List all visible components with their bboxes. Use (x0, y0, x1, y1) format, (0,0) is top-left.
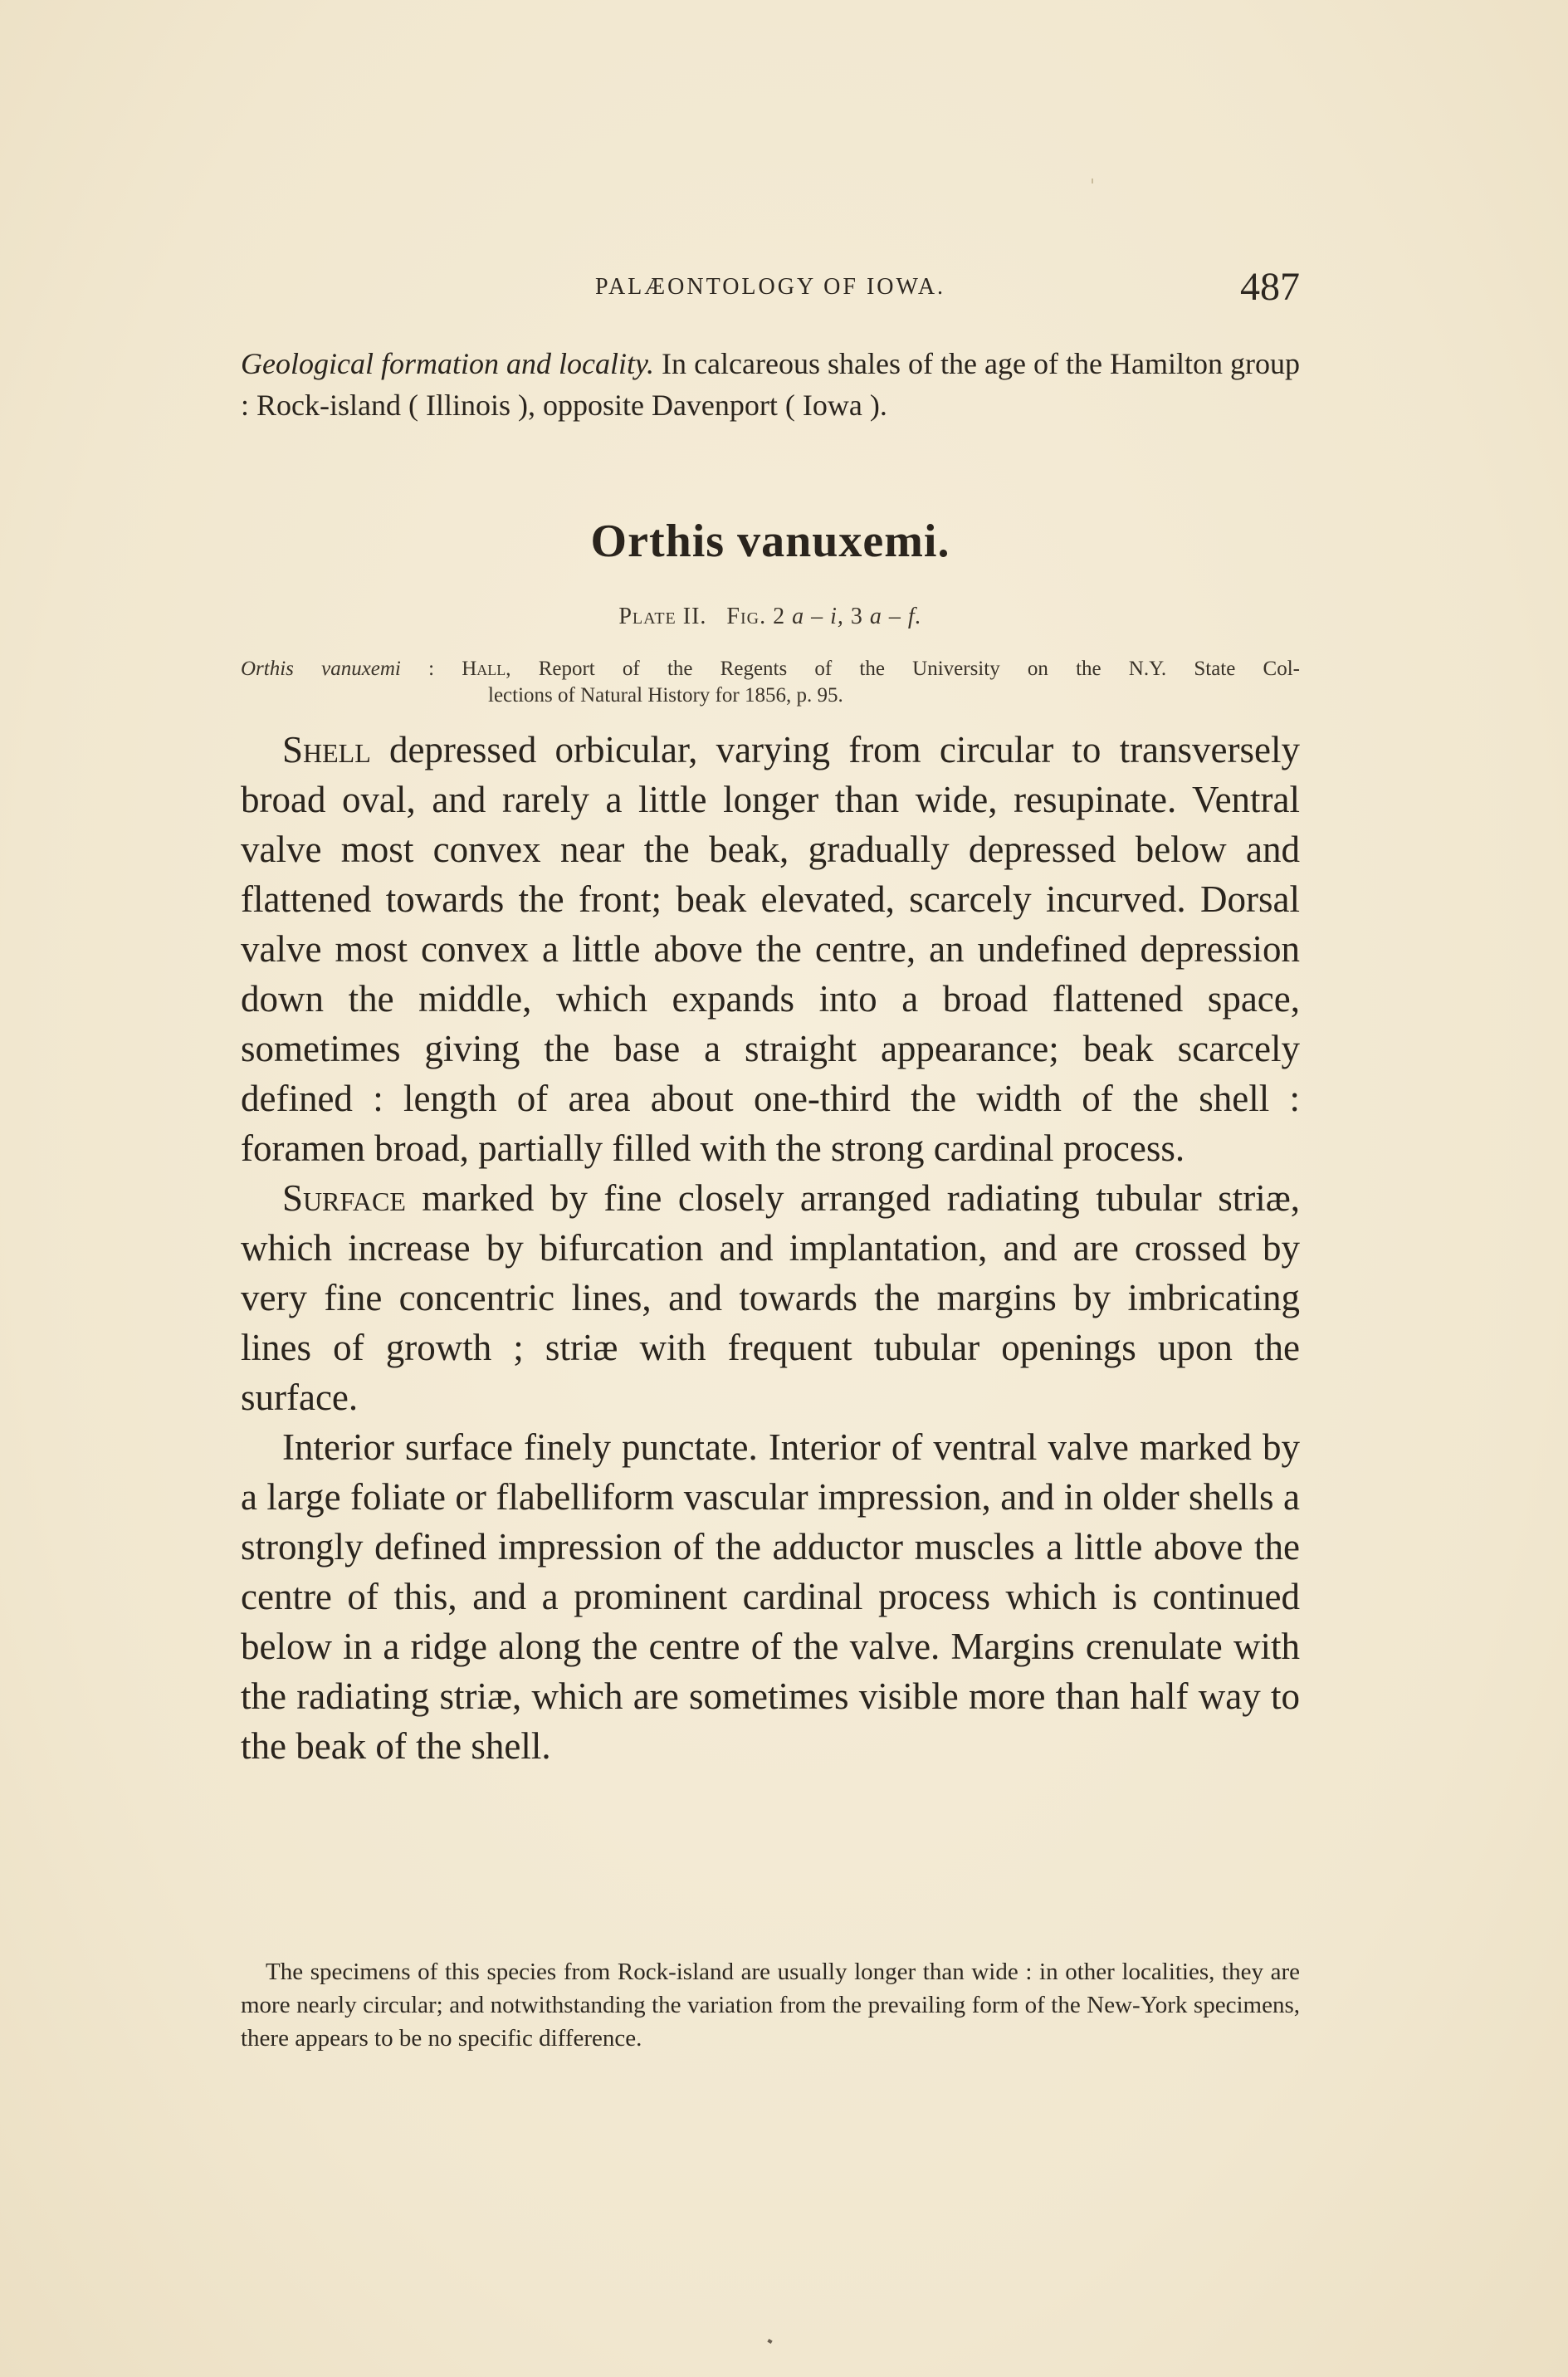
paragraph-text: depressed orbicular, varying from circular to transversely broad oval, and rarely a little longer than wide, resupinate. Ventral valve most convex near the beak, gradually depressed below and flattened towards the front; beak elevated, scarcely incurved. Dorsal valve most convex a little above the centre, an undefined depression down the middle, which expands into a broad flattened space, sometimes giving the base a straight appearance; beak scarcely defined : length of area about one-third the width of the shell : foramen broad, partially filled with the strong cardinal process. (241, 729, 1300, 1169)
description-paragraph-shell (241, 725, 1300, 1173)
figure-number-1: 2 (773, 604, 786, 629)
formation-locality (241, 343, 1300, 426)
ink-mark (767, 2339, 772, 2344)
figure-range-2: a – f. (869, 604, 922, 629)
formation-text: In calcareous shales of the age of the Hamilton group : Rock-island ( Illinois ), opposite Davenport ( Iowa ). (241, 347, 1300, 422)
species-title: Orthis vanuxemi. (590, 516, 950, 567)
plate-label: Plate (618, 604, 677, 629)
plate-number: II. (682, 604, 707, 629)
synonymy-citation (241, 656, 1300, 709)
paragraph-text: marked by fine closely arranged radiating tubular striæ, which increase by bifurcation and implantation, and are crossed by very fine concentric lines, and towards the margins by imbricating lines of growth ; striæ with frequent tubular openings upon the surface. (241, 1177, 1300, 1418)
synonym-reference: Report of the Regents of the University on the N.Y. State Col- (510, 658, 1300, 680)
synonym-name: Orthis vanuxemi (241, 658, 401, 680)
formation-label: Geological formation and locality. (241, 347, 655, 380)
running-title: PALÆONTOLOGY OF IOWA. (594, 274, 946, 300)
lead-word-surface: Surface (282, 1177, 406, 1219)
plate-reference (241, 604, 1300, 630)
synonymy-line-2: lections of Natural History for 1856, p. 95. (488, 684, 843, 707)
synonym-separator: : (400, 658, 462, 680)
note-paragraph: The specimens of this species from Rock-island are usually longer than wide : in other localities, they are more nearly circular; and notwithstanding the variation from the prevailing form of the New-York specimens, there appears to be no specific difference. (241, 1959, 1300, 2052)
paper-speck (1092, 179, 1093, 183)
synonymy-line-1 (241, 656, 1300, 682)
remarks-note (241, 1955, 1300, 2055)
description-paragraph-surface (241, 1173, 1300, 1422)
lead-word-shell: Shell (282, 729, 371, 770)
figure-number-2: 3 (850, 604, 863, 629)
running-header (241, 264, 1300, 314)
species-description (241, 725, 1300, 1771)
figure-range-1: a – i, (792, 604, 844, 629)
figure-label: Fig. (726, 604, 767, 629)
page-number: 487 (1240, 265, 1300, 309)
synonym-author: Hall, (462, 658, 511, 680)
description-paragraph-interior: Interior surface finely punctate. Interior of ventral valve marked by a large foliate or flabelliform vascular impression, and in older shells a strongly defined impression of the adductor muscles a little above the centre of this, and a prominent cardinal process which is continued below in a ridge along the centre of the valve. Margins crenulate with the radiating striæ, which are sometimes visible more than half way to the beak of the shell. (241, 1426, 1300, 1767)
